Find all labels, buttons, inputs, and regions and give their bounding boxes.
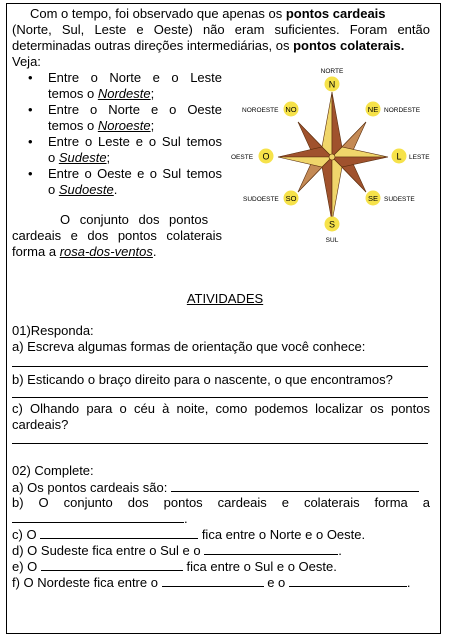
bullet-1-line-2 [48,86,154,102]
se-label: SUDESTE [384,196,415,203]
conclusion-text: forma a [12,244,60,259]
intro-line-3 [12,38,432,54]
conclusion-text: . [152,244,157,259]
q1-heading: 01)Responda: [12,323,94,338]
q2b-blank[interactable] [12,510,184,523]
q2e-text-post: fica entre o Sul e o Oeste. [186,559,337,574]
south-letter: S [328,219,336,230]
conclusion-line-1: O conjunto dos pontos [60,212,209,227]
q2f-text-pre: f) O Nordeste fica entre o [12,575,158,590]
intro-text: Com o tempo, foi observado que apenas os [30,6,286,21]
term-noroeste: Noroeste [97,118,151,133]
q2e-row [12,558,337,575]
q1c-answer-line[interactable] [12,443,428,444]
bullet-dot: • [28,70,33,85]
east-label: LESTE [409,154,430,161]
bullet-dot: • [28,166,33,181]
bullet-text: temos o [48,86,98,101]
bullet-2-line-1: Entre o Norte e o Oeste [48,102,222,117]
intro-text: determinadas outras direções intermediárias, os [12,38,294,53]
sw-label: SUDOESTE [243,196,279,203]
intro-line-4: Veja: [12,54,41,69]
intro-line-1 [30,6,430,22]
se-letter: SE [367,194,379,203]
bullet-3-line-2 [48,150,110,166]
bullet-4-line-1: Entre o Oeste e o Sul temos [48,166,222,181]
term-sudoeste: Sudoeste [58,182,114,197]
west-letter: O [262,151,270,162]
bullet-text: o [48,150,59,165]
bullet-3-line-1: Entre o Leste e o Sul temos [48,134,222,149]
ne-letter: NE [367,105,379,114]
south-label: SUL [325,237,339,244]
compass-center [329,154,335,160]
q2b-row-2 [12,510,188,527]
q2f-text-mid: e o [267,575,286,590]
q2c-blank[interactable] [40,526,198,539]
term-sudeste: Sudeste [58,150,107,165]
q2-heading: 02) Complete: [12,463,94,478]
bullet-dot: • [28,102,33,117]
intro-bold-term: pontos cardeais [285,6,386,21]
q2c-row [12,526,365,543]
q2c-text-pre: c) O [12,527,37,542]
north-letter: N [328,79,336,90]
q2f-row [12,574,411,591]
q2a-blank[interactable] [171,479,419,492]
term-rosa-dos-ventos: rosa-dos-ventos [59,244,153,259]
intro-bold-term: pontos colaterais. [293,38,405,53]
q1b-text: b) Esticando o braço direito para o nascente, o que encontramos? [12,372,393,387]
q2a-row [12,479,419,496]
conclusion-line-2: cardeais e dos pontos colaterais [12,228,222,243]
q2d-text-post: . [338,543,342,558]
q2f-text-post: . [406,575,411,590]
q1a-text: a) Escreva algumas formas de orientação que você conhece: [12,339,366,354]
bullet-2-line-2 [48,118,154,134]
nw-label: NOROESTE [242,107,279,114]
q2c-text-post: fica entre o Norte e o Oeste. [201,527,366,542]
q1b-answer-line[interactable] [12,397,428,398]
north-label: NORTE [320,68,344,75]
west-label: OESTE [231,154,254,161]
bullet-text: o [48,182,59,197]
q2d-blank[interactable] [204,542,338,555]
intro-line-2: (Norte, Sul, Leste e Oeste) não eram suficientes. Foram então [12,22,430,37]
q2e-text-pre: e) O [12,559,38,574]
nw-letter: NO [285,105,297,114]
q1c-text-line-1: c) Olhando para o céu à noite, como podemos localizar os pontos [12,401,430,416]
q2f-blank-1[interactable] [162,574,264,587]
bullet-text: ; [106,150,111,165]
q2e-blank[interactable] [41,558,183,571]
bullet-text: ; [150,118,155,133]
bullet-text: ; [150,86,155,101]
q2a-text: a) Os pontos cardeais são: [12,480,168,495]
compass-rose-diagram [228,62,433,248]
bullet-4-line-2 [48,182,117,198]
q2b-end: . [184,511,188,526]
conclusion-line-3 [12,244,157,260]
bullet-text: temos o [48,118,98,133]
bullet-text: . [113,182,118,197]
bullet-dot: • [28,134,33,149]
activities-title: ATIVIDADES [186,291,264,306]
q1c-text-line-2: cardeais? [12,417,69,432]
term-nordeste: Nordeste [97,86,151,101]
east-letter: L [396,151,402,162]
q2d-text-pre: d) O Sudeste fica entre o Sul e o [12,543,201,558]
q2d-row [12,542,342,559]
bullet-1-line-1: Entre o Norte e o Leste [48,70,222,85]
ne-label: NORDESTE [384,107,421,114]
sw-letter: SO [285,194,297,203]
q2b-text-line-1: b) O conjunto dos pontos cardeais e colaterais forma a [12,495,430,510]
q2f-blank-2[interactable] [289,574,407,587]
q1a-answer-line[interactable] [12,366,428,367]
